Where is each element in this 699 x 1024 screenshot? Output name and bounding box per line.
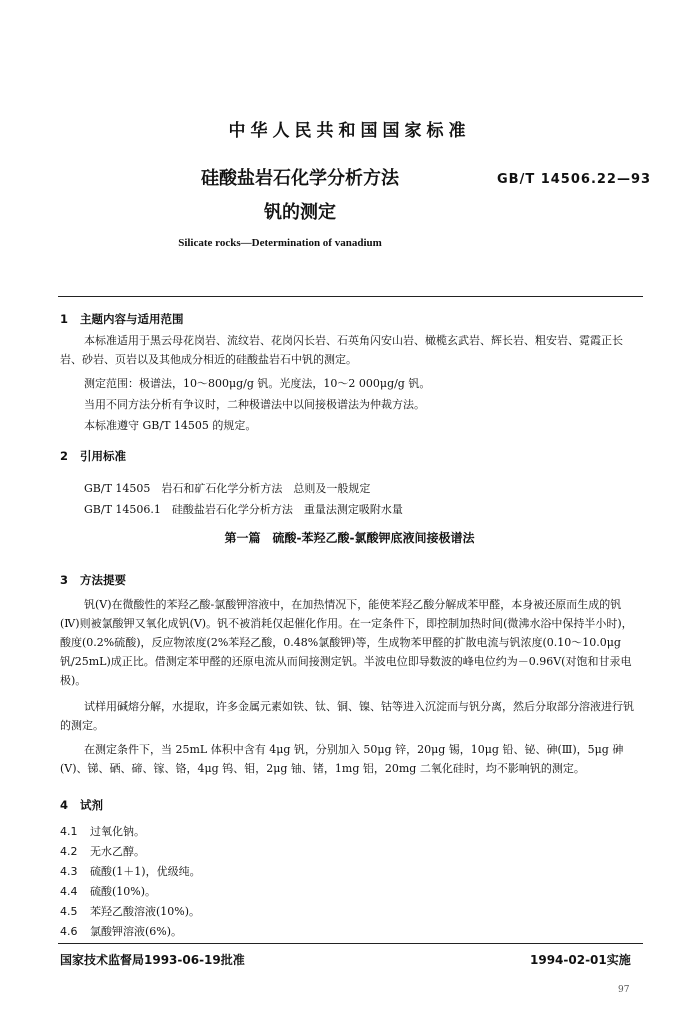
section-4-heading [60, 797, 103, 813]
reagent-item [60, 843, 145, 859]
section-title: 引用标准 [80, 449, 126, 463]
document-title: 硅酸盐岩石化学分析方法 [201, 168, 399, 189]
reagent-number: 4.3 [60, 865, 78, 878]
section-3-para-3: 在测定条件下，当 25mL 体积中含有 4μg 钒，分别加入 50μg 锌，20μg 锡，10μg 铅、铋、砷(Ⅲ)，5μg 砷(Ⅴ)、锑、硒、碲、镓、铬，4μg 钨、钼，2μg 铀、锗，1mg 铝，20mg 二氧化硅时，均不影响钒的测定。 [60, 743, 624, 775]
section-2-heading [60, 448, 126, 464]
section-3-heading [60, 572, 126, 588]
section-1-para-3: 当用不同方法分析有争议时，二种极谱法中以间接极谱法为仲裁方法。 [84, 398, 425, 411]
reference-2: GB/T 14506.1 硅酸盐岩石化学分析方法 重量法测定吸附水量 [84, 503, 403, 516]
section-number: 4 [60, 798, 69, 812]
section-1-para-1: 本标准适用于黑云母花岗岩、流纹岩、花岗闪长岩、石英角闪安山岩、橄榄玄武岩、辉长岩、粗安岩、霓霞正长岩、砂岩、页岩以及其他成分相近的硅酸盐岩石中钒的测定。 [60, 334, 623, 366]
reference-1: GB/T 14505 岩石和矿石化学分析方法 总则及一般规定 [84, 482, 371, 495]
reagent-text: 氯酸钾溶液(6%)。 [90, 925, 183, 938]
section-number: 1 [60, 312, 69, 326]
reagent-text: 苯羟乙酸溶液(10%)。 [90, 905, 201, 918]
section-1-heading [60, 311, 184, 327]
section-3-para-1: 钒(Ⅴ)在微酸性的苯羟乙酸-氯酸钾溶液中，在加热情况下，能使苯羟乙酸分解成苯甲醛，本身被还原而生成的钒(Ⅳ)则被氯酸钾又氧化成钒(Ⅴ)。钒不被消耗仅起催化作用。在一定条件下，即控制加热时间(微沸水浴中保持半小时)，酸度(0.2%硫酸)，反应物浓度(2%苯羟乙酸，0.48%氯酸钾)等，生成物苯甲醛的扩散电流与钒浓度(0.10～10.0μg 钒/25mL)成正比。借测定苯甲醛的还原电流从而间接测定钒。半波电位即导数波的峰电位约为－0.96V(对饱和甘汞电极)。 [60, 598, 633, 687]
national-standard-header: 中华人民共和国国家标准 [228, 121, 471, 141]
reagent-item [60, 923, 182, 939]
section-number: 2 [60, 449, 69, 463]
reagent-text: 无水乙醇。 [90, 845, 145, 858]
approval-date: 国家技术监督局1993-06-19批准 [60, 953, 245, 967]
reagent-number: 4.6 [60, 925, 78, 938]
section-3-para-2: 试样用碱熔分解，水提取，许多金属元素如铁、钛、铜、镍、钴等进入沉淀而与钒分离，然后分取部分溶液进行钒的测定。 [60, 700, 634, 732]
reagent-number: 4.2 [60, 845, 78, 858]
page-number: 97 [618, 985, 630, 995]
implementation-date: 1994-02-01实施 [530, 953, 631, 967]
reagent-number: 4.4 [60, 885, 78, 898]
reagent-item [60, 823, 145, 839]
footer-divider [58, 943, 643, 944]
reagent-text: 硫酸(10%)。 [90, 885, 157, 898]
section-title: 试剂 [80, 798, 103, 812]
header-divider [58, 296, 643, 297]
standard-number: GB/T 14506.22—93 [497, 172, 652, 187]
reagent-item [60, 903, 200, 919]
section-title: 主题内容与适用范围 [80, 312, 184, 326]
reagent-text: 硫酸(1＋1)，优级纯。 [90, 865, 201, 878]
section-number: 3 [60, 573, 69, 587]
reagent-number: 4.1 [60, 825, 78, 838]
section-title: 方法提要 [80, 573, 126, 587]
reagent-number: 4.5 [60, 905, 78, 918]
section-1-para-2: 测定范围：极谱法，10～800μg/g 钒。光度法，10～2 000μg/g 钒。 [84, 377, 431, 390]
reagent-text: 过氧化钠。 [90, 825, 145, 838]
reagent-item [60, 863, 201, 879]
document-subtitle: 钒的测定 [264, 202, 336, 223]
part-1-title: 第一篇 硫酸-苯羟乙酸-氯酸钾底液间接极谱法 [224, 531, 475, 545]
section-1-para-4: 本标准遵守 GB/T 14505 的规定。 [84, 419, 257, 432]
reagent-item [60, 883, 156, 899]
english-title: Silicate rocks—Determination of vanadium [178, 237, 382, 249]
